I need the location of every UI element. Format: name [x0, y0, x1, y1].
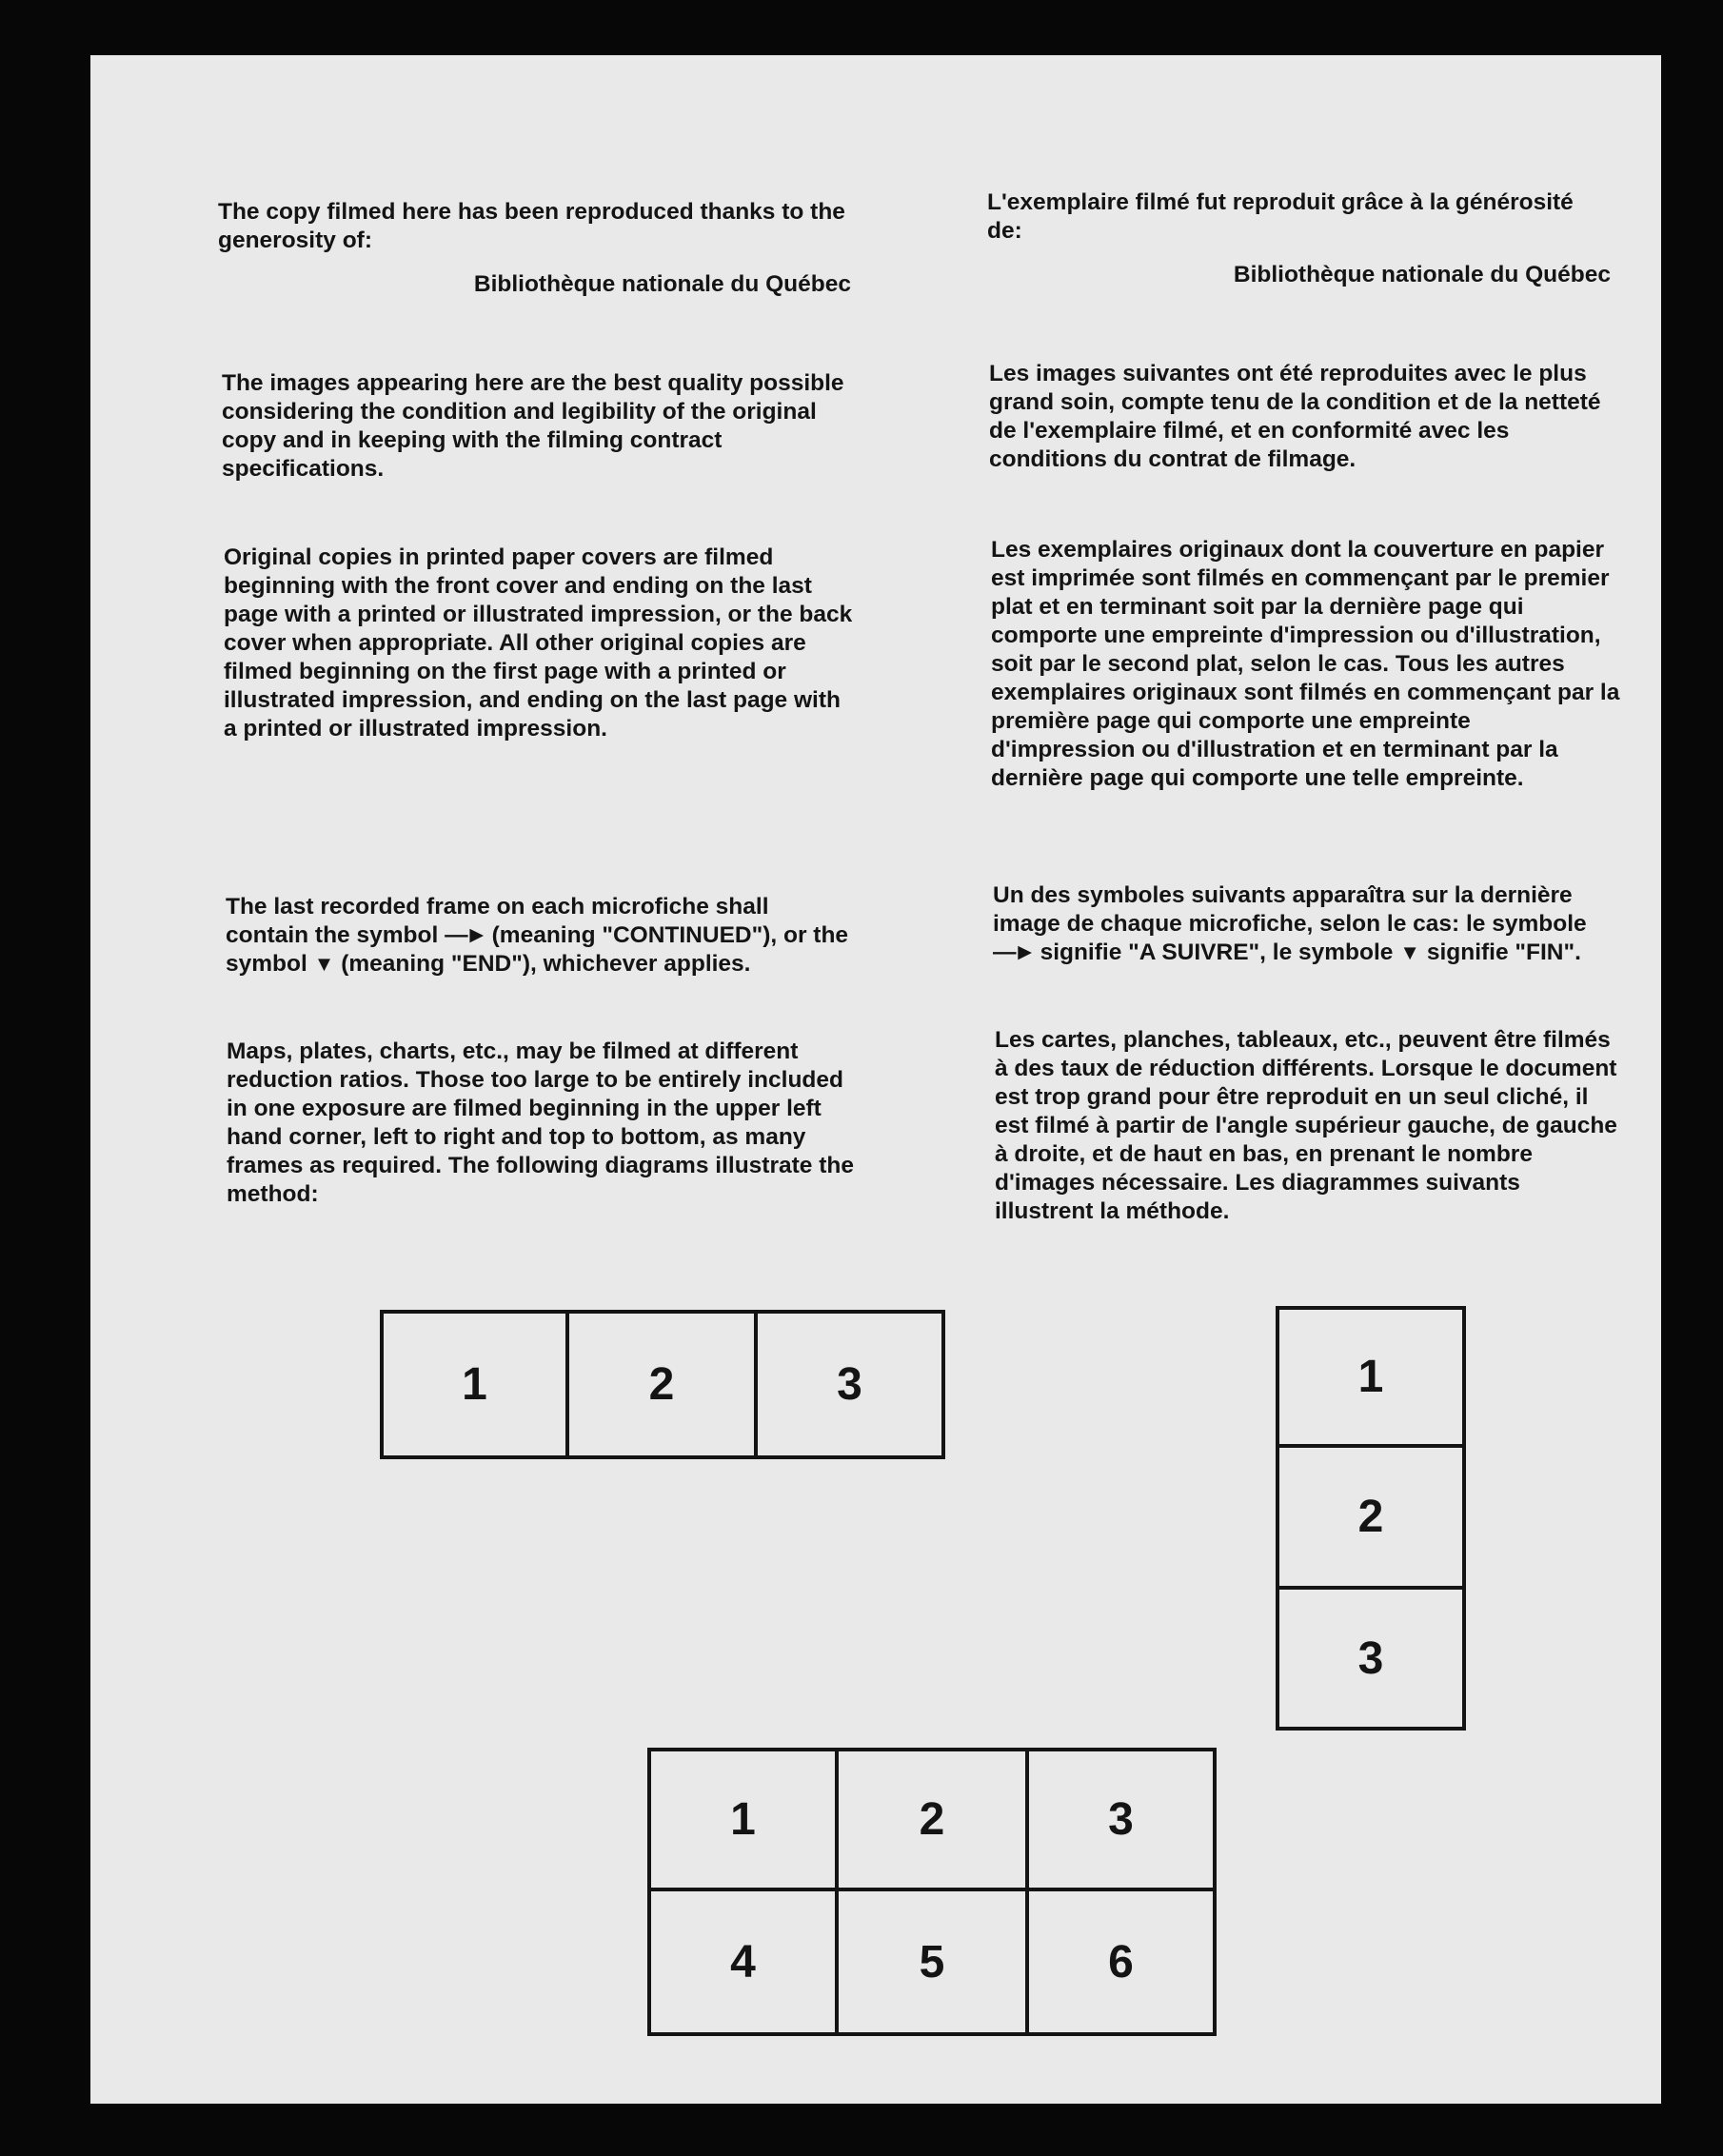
fr-institution-name: Bibliothèque nationale du Québec: [1233, 262, 1611, 287]
en-thanks-text: The copy filmed here has been reproduced thanks to the generosity of:: [218, 199, 845, 253]
diagram-cell: 2: [569, 1314, 758, 1455]
fr-last-frame-part3: signifie "FIN".: [1426, 940, 1581, 965]
fr-original-copies-paragraph: Les exemplaires originaux dont la couverture en papier est imprimée sont filmés en commençant par le premier plat et en terminant soit par la dernière page qui comporte une empreinte d'impression ou d'illustration, soit par le second plat, selon le cas. Tous les autres exemplaires originaux sont filmés en commençant par la première page qui comporte une empreinte d'impression ou d'illustration et en terminant par la dernière page qui comporte une telle empreinte.: [991, 537, 1620, 791]
diagram-cell: 3: [837, 1359, 862, 1410]
diagram-cell: 3: [1029, 1751, 1213, 1891]
diagram-cell: 4: [651, 1891, 839, 2032]
en-institution-name: Bibliothèque nationale du Québec: [473, 271, 851, 297]
en-last-frame-part3: (meaning "END"), whichever applies.: [341, 951, 751, 977]
continued-arrow-icon: —►: [993, 940, 1034, 965]
diagram-cell: 6: [1108, 1936, 1134, 1988]
diagram-cell: 1: [384, 1314, 569, 1455]
microfilm-sheet: [90, 55, 1661, 2104]
diagram-vertical: [1276, 1306, 1466, 1731]
end-triangle-icon: ▼: [313, 952, 335, 976]
en-maps-paragraph: Maps, plates, charts, etc., may be filmed at different reduction ratios. Those too large to be entirely included in one exposure are filmed beginning in the upper left hand corner, left to right and top to bottom, as many frames as required. The following diagrams illustrate the method:: [227, 1038, 854, 1207]
diagram-cell: 3: [1357, 1632, 1384, 1684]
en-last-frame-part1: The last recorded frame on each microfiche shall contain the symbol: [226, 894, 769, 948]
continued-arrow-icon: —►: [445, 922, 485, 948]
en-last-frame-paragraph: [226, 893, 856, 979]
diagram-cell: 1: [651, 1751, 839, 1891]
diagram-cell: 2: [839, 1751, 1029, 1891]
diagram-horizontal: [380, 1310, 945, 1459]
diagram-cell: 5: [839, 1891, 1029, 2032]
en-last-frame-part2: (meaning "CONTINUED"), or the symbol: [226, 922, 849, 977]
fr-thanks-text: L'exemplaire filmé fut reproduit grâce à la générosité de:: [987, 189, 1574, 244]
en-quality-paragraph: The images appearing here are the best quality possible considering the condition and legibility of the original copy and in keeping with the filming contract specifications.: [222, 370, 844, 482]
fr-last-frame-part1: Un des symboles suivants apparaîtra sur la dernière image de chaque microfiche, selon le cas: le symbole: [993, 882, 1587, 937]
end-triangle-icon: ▼: [1399, 940, 1421, 964]
diagram-grid: [647, 1748, 1217, 2036]
diagram-cell: 2: [1279, 1448, 1462, 1590]
diagram-cell: 1: [1279, 1310, 1462, 1448]
fr-quality-paragraph: Les images suivantes ont été reproduites avec le plus grand soin, compte tenu de la condition et de la netteté de l'exemplaire filmé, et en conformité avec les conditions du contrat de filmage.: [989, 361, 1601, 472]
en-original-copies-paragraph: Original copies in printed paper covers are filmed beginning with the front cover and ending on the last page with a printed or illustrated impression, or the back cover when appropriate. All other original copies are filmed beginning on the first page with a printed or illustrated impression, and ending on the last page with a printed or illustrated impression.: [224, 544, 853, 742]
fr-last-frame-part2: signifie "A SUIVRE", le symbole: [1040, 940, 1394, 965]
fr-maps-paragraph: Les cartes, planches, tableaux, etc., peuvent être filmés à des taux de réduction différents. Lorsque le document est trop grand pour être reproduit en un seul cliché, il est filmé à partir de l'angle supérieur gauche, de gauche à droite, et de haut en bas, en prenant le nombre d'images nécessaire. Les diagrammes suivants illustrent la méthode.: [995, 1027, 1617, 1224]
fr-last-frame-paragraph: [993, 881, 1623, 967]
